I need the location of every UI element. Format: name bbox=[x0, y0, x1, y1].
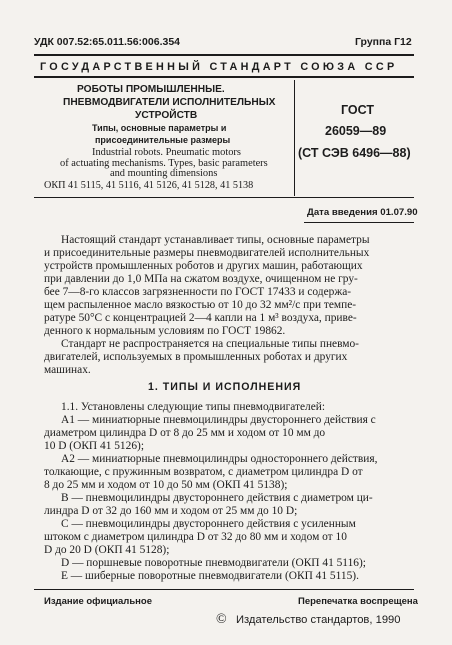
type-a2-line-3: 8 до 25 мм и ходом от 10 до 50 мм (ОКП 41 5138); bbox=[44, 479, 288, 491]
intro-line-7: ратуре 50°С с концентрацией 2—4 капли на 1 м³ воздуха, приве- bbox=[44, 312, 357, 324]
intro-line-6: щем распыленное масло вязкостью от 10 до 32 мм²/с при темпе- bbox=[44, 299, 357, 311]
intro-line-8: денного к нормальным условиям по ГОСТ 19862. bbox=[44, 325, 286, 337]
reprint-notice: Перепечатка воспрещена bbox=[298, 596, 418, 607]
date-rule bbox=[304, 222, 414, 223]
intro-line-5: бее 7—8-го классов загрязненности по ГОСТ 17433 и содержа- bbox=[44, 286, 352, 298]
type-a2-line-2: толкающие, с пружинным возвратом, с диаметром цилиндра D от bbox=[44, 466, 363, 478]
group-code: Группа Г12 bbox=[355, 36, 412, 48]
official-edition: Издание официальное bbox=[44, 596, 152, 607]
type-b-line-2: линдра D от 32 до 160 мм и ходом от 25 мм до 10 D; bbox=[44, 505, 298, 517]
intro-line-3: устройств промышленных роботов и других машин, работающих bbox=[44, 260, 363, 272]
scope-line-2: двигателей, используемых в промышленных роботах и других bbox=[44, 351, 348, 363]
effective-date: Дата введения 01.07.90 bbox=[307, 207, 418, 218]
banner-rule bbox=[34, 76, 414, 78]
type-a1-line-3: 10 D (ОКП 41 5126); bbox=[44, 440, 144, 452]
intro-line-2: и присоединительные размеры пневмодвигателей исполнительных bbox=[44, 247, 370, 259]
copyright-icon: © bbox=[216, 612, 227, 627]
type-e-line: E — шиберные поворотные пневмодвигатели (ОКП 41 5115). bbox=[61, 570, 359, 582]
gost-label: ГОСТ bbox=[341, 103, 374, 117]
type-c-line-2: штоком с диаметром цилиндра D от 32 до 80 мм и ходом от 10 bbox=[44, 531, 347, 543]
top-rule bbox=[34, 54, 414, 56]
type-d-line: D — поршневые поворотные пневмодвигатели (ОКП 41 5116); bbox=[61, 557, 366, 569]
types-intro: 1.1. Установлены следующие типы пневмодвигателей: bbox=[61, 401, 326, 413]
intro-line-1: Настоящий стандарт устанавливает типы, основные параметры bbox=[61, 234, 370, 246]
title-en-1: Industrial robots. Pneumatic motors bbox=[92, 147, 241, 158]
footer-rule bbox=[34, 589, 414, 590]
type-b-line-1: B — пневмоцилиндры двустороннего действия с диаметром ци- bbox=[61, 492, 373, 504]
type-a2-line-1: A2 — миниатюрные пневмоцилиндры одностороннего действия, bbox=[61, 453, 378, 465]
scope-line-1: Стандарт не распространяется на специальные типы пневмо- bbox=[61, 338, 359, 350]
gost-number: 26059—89 bbox=[325, 124, 387, 138]
udk-code: УДК 007.52:65.011.56:006.354 bbox=[34, 36, 181, 48]
header-bottom-rule bbox=[34, 197, 414, 198]
title-line-3: УСТРОЙСТВ bbox=[135, 110, 198, 121]
title-en-2: of actuating mechanisms. Types, basic parameters bbox=[60, 158, 268, 169]
section-heading: 1. ТИПЫ И ИСПОЛНЕНИЯ bbox=[148, 381, 302, 393]
subtitle-line-2: присоединительные размеры bbox=[95, 135, 231, 145]
type-c-line-1: C — пневмоцилиндры двустороннего действия с усиленным bbox=[61, 518, 356, 530]
title-en-3: and mounting dimensions bbox=[110, 168, 218, 179]
intro-line-4: при давлении до 1,0 МПа на сжатом воздухе, очищенном не гру- bbox=[44, 273, 358, 285]
scope-line-3: машинах. bbox=[44, 364, 91, 376]
banner: ГОСУДАРСТВЕННЫЙ СТАНДАРТ СОЮЗА ССР bbox=[40, 61, 398, 73]
title-line-2: ПНЕВМОДВИГАТЕЛИ ИСПОЛНИТЕЛЬНЫХ bbox=[63, 97, 276, 108]
copyright-text: Издательство стандартов, 1990 bbox=[236, 614, 401, 626]
type-a1-line-2: диаметром цилиндра D от 8 до 25 мм и ходом от 10 мм до bbox=[44, 427, 326, 439]
sev-number: (СТ СЭВ 6496—88) bbox=[298, 146, 411, 160]
subtitle-line-1: Типы, основные параметры и bbox=[92, 123, 227, 133]
type-c-line-3: D до 20 D (ОКП 41 5128); bbox=[44, 544, 170, 556]
okp-codes: ОКП 41 5115, 41 5116, 41 5126, 41 5128, 41 5138 bbox=[44, 180, 254, 191]
title-line-1: РОБОТЫ ПРОМЫШЛЕННЫЕ. bbox=[77, 84, 225, 95]
title-divider bbox=[294, 80, 295, 196]
type-a1-line-1: A1 — миниатюрные пневмоцилиндры двустороннего действия с bbox=[61, 414, 376, 426]
